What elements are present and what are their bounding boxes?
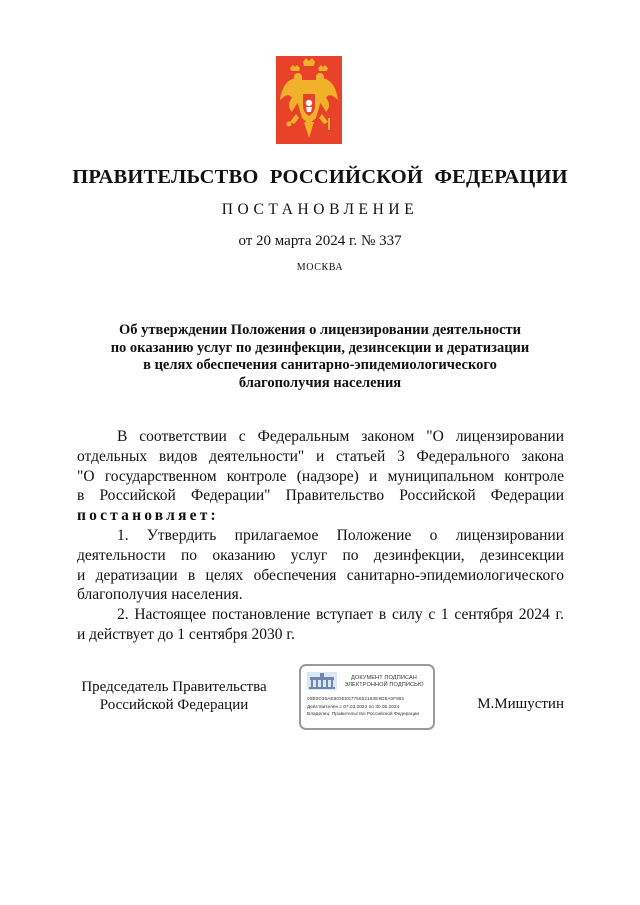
stamp-owner: Владелец: Правительство Российской Федерации [307,712,420,717]
coat-of-arms-emblem [276,56,342,144]
stamp-heading [339,675,429,689]
subject-line: по оказанию услуг по дезинфекции, дезинсекции и дератизации [110,339,530,356]
document-date-number: от 20 марта 2024 г. № 337 [238,233,402,249]
subject-line: в целях обеспечения санитарно-эпидемиологического [143,357,497,373]
signer-position [78,678,270,714]
signer-name: М.Мишустин [477,696,564,712]
document-body [77,427,564,645]
stamp-heading-line: ЭЛЕКТРОННОЙ ПОДПИСЬЮ [344,682,424,688]
stamp-certificate-serial: 00B0D38AE803EE6775652193E9D8A0F891 [307,696,405,701]
body-line: 2. Настоящее постановление вступает в силу с 1 сентября 2024 г. [117,606,564,624]
body-line: деятельности по оказанию услуг по дезинфекции, дезинсекции [77,546,564,564]
decree-word: постановляет: [77,507,219,525]
document-subject [80,322,560,392]
subject-line: Об утверждении Положения о лицензировании деятельности [118,322,522,338]
body-line: благополучия населения. [77,586,243,604]
body-line: в Российской Федерации" Правительство Российской Федерации [77,487,564,505]
body-line: отдельных видов деятельности" и статьей 3 Федерального закона [77,447,564,465]
stamp-validity: Действителен с 07.03.2023 по 30.05.2024 [307,705,400,710]
government-title: ПРАВИТЕЛЬСТВО РОССИЙСКОЙ ФЕДЕРАЦИИ [72,166,568,188]
signer-position-line: Российской Федерации [99,697,249,713]
document-type: ПОСТАНОВЛЕНИЕ [221,201,419,218]
signer-position-line: Председатель Правительства [81,679,267,695]
body-line: и дератизации в целях обеспечения санитарно-эпидемиологического [77,566,564,584]
body-line: 1. Утвердить прилагаемое Положение о лицензировании [117,526,564,544]
electronic-signature-stamp [299,664,435,730]
body-line: В соответствии с Федеральным законом "О лицензировании [117,428,564,445]
body-line: и действует до 1 сентября 2030 г. [77,625,295,643]
body-line: "О государственном контроле (надзоре) и муниципальном контроле [77,467,564,485]
document-city: МОСКВА [296,262,344,273]
stamp-heading-line: ДОКУМЕНТ ПОДПИСАН [351,675,417,681]
subject-line: благополучия населения [238,374,402,391]
government-building-icon [307,672,337,690]
